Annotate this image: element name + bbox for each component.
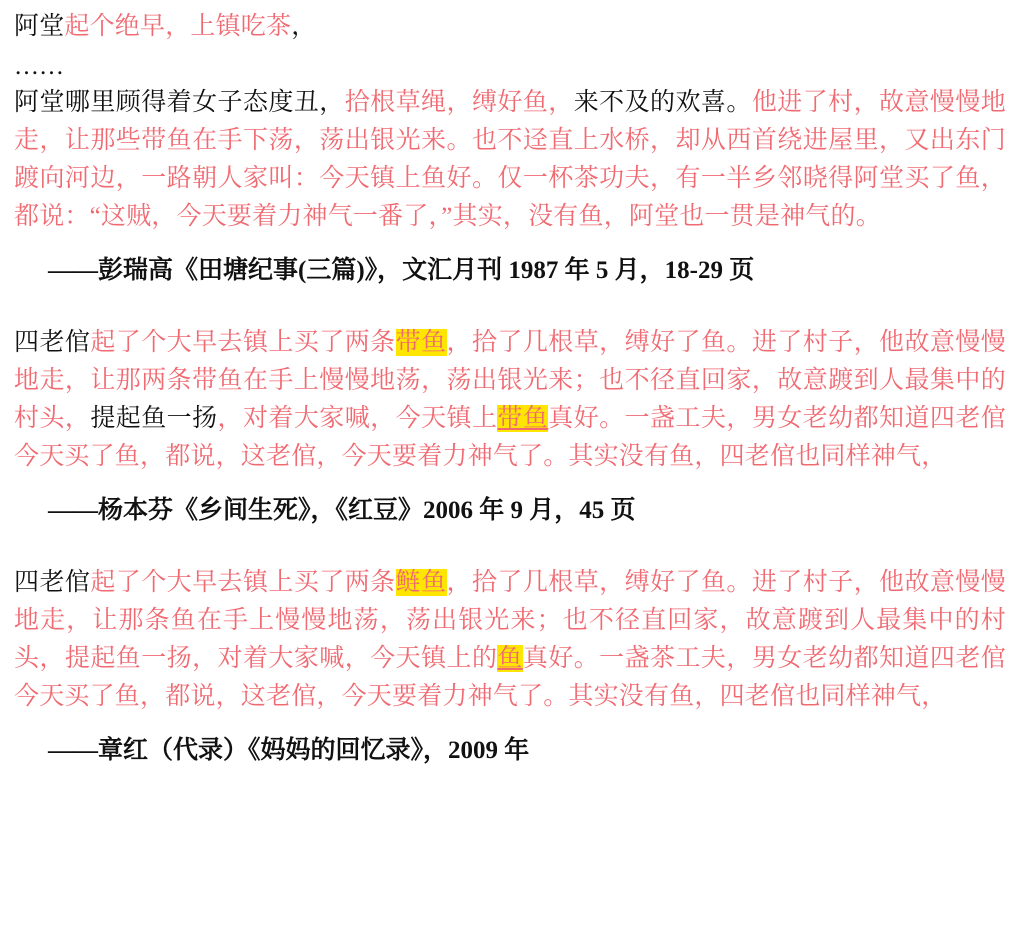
citation-3: ——章红（代录）《妈妈的回忆录》，2009 年 (48, 737, 530, 764)
spacer (14, 482, 1006, 492)
ellipsis-line: …… (14, 53, 64, 80)
text-run: 起了个大早去镇上买了两条 (90, 569, 396, 596)
spacer (14, 290, 1006, 324)
text-run: 带鱼 (395, 329, 447, 356)
excerpt-paragraph-4 (14, 564, 1006, 716)
spacer (14, 530, 1006, 564)
spacer (14, 722, 1006, 732)
excerpt-paragraph-3 (14, 324, 1006, 476)
text-run: 他进了村，故意慢慢地走，让那些带鱼在手下荡，荡出银光来。也不迳直上水桥，却从西首绕进屋里，又出东门踱向河边，一路朝人家叫：今天镇上鱼好。仅一杯茶功夫，有一半乡邻晓得阿堂买了鱼，都说：“这贼，今天要着力神气一番了，”其实，没有鱼，阿堂也一贯是神气的。 (14, 89, 1006, 230)
excerpt-paragraph-1 (14, 8, 1006, 46)
citation-1: ——彭瑞高《田塘纪事(三篇)》，文汇月刊 1987 年 5 月，18-29 页 (48, 257, 755, 284)
spacer (14, 242, 1006, 252)
text-run: ，拾了几根草，缚好了鱼。进了村子，他故意慢慢地走，让那两条带鱼在手上慢慢地荡，荡出银光来；也不径直回家，故意踱到人最集中的村头， (14, 329, 1007, 432)
citation-2: ——杨本芬《乡间生死》，《红豆》2006 年 9 月，45 页 (48, 497, 636, 524)
text-run: 阿堂哪里顾得着女子态度丑， (14, 89, 345, 116)
text-run: 阿堂 (14, 13, 65, 40)
text-run: 真好。一盏茶工夫，男女老幼都知道四老倌今天买了鱼，都说，这老倌，今天要着力神气了。其实没有鱼，四老倌也同样神气， (14, 645, 1006, 710)
text-run: 起了个大早去镇上买了两条 (90, 329, 396, 356)
text-run: 鱼 (497, 645, 523, 672)
text-run: ，拾了几根草，缚好了鱼。进了村子，他故意慢慢地走，让那条鱼在手上慢慢地荡，荡出银光来；也不径直回家，故意踱到人最集中的村头，提起鱼一扬，对着大家喊，今天镇上的 (14, 569, 1007, 672)
text-run: 四老倌 (14, 569, 91, 596)
text-run: 带鱼 (497, 405, 549, 432)
text-run: 来不及的欢喜。 (573, 89, 752, 116)
text-run: ， (291, 13, 317, 40)
text-run: 起个绝早，上镇吃茶 (64, 13, 292, 40)
text-run: 真好。一盏工夫，男女老幼都知道四老倌今天买了鱼，都说，这老倌，今天要着力神气了。其实没有鱼，四老倌也同样神气， (14, 405, 1006, 470)
text-run: 四老倌 (14, 329, 91, 356)
text-run: 鲢鱼 (395, 569, 447, 596)
text-run: 拾根草绳，缚好鱼， (344, 89, 574, 116)
excerpt-paragraph-2 (14, 84, 1006, 236)
text-run: 提起鱼一扬 (90, 405, 218, 432)
text-run: ，对着大家喊，今天镇上 (217, 405, 498, 432)
